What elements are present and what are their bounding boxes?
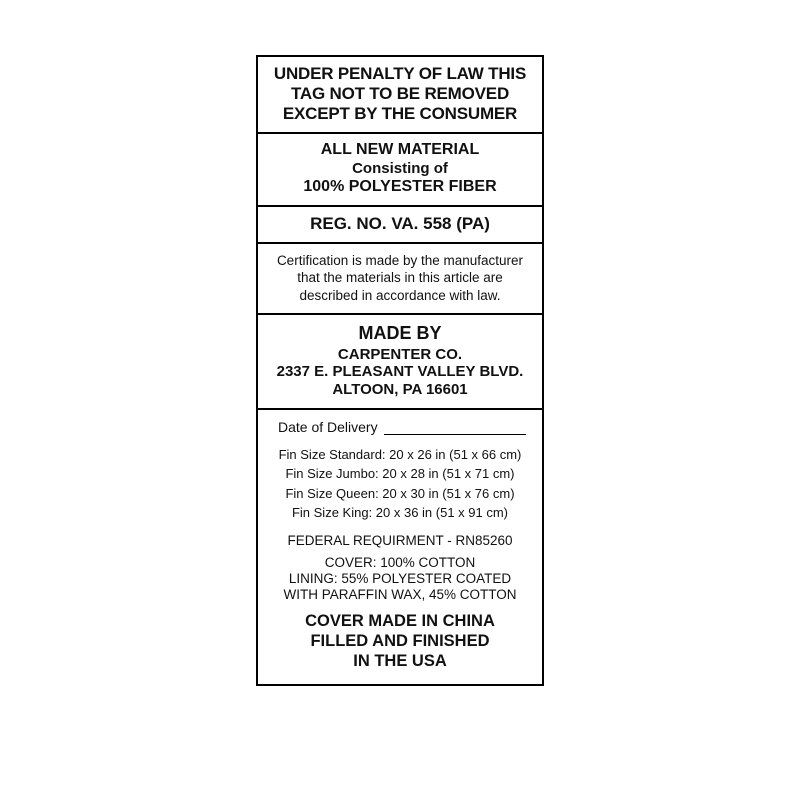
certification-line-3: described in accordance with law.	[299, 287, 501, 303]
size-queen: Fin Size Queen: 20 x 30 in (51 x 76 cm)	[285, 485, 515, 501]
date-of-delivery-field[interactable]	[384, 421, 526, 435]
material-consisting: Consisting of	[352, 160, 448, 178]
material-headline: ALL NEW MATERIAL	[320, 141, 480, 159]
registration-number: REG. NO. VA. 558 (PA)	[310, 213, 490, 233]
details-section	[258, 410, 542, 684]
care-label	[256, 55, 544, 686]
origin-line-1: COVER MADE IN CHINA	[305, 612, 495, 631]
registration-section	[258, 207, 542, 244]
size-standard: Fin Size Standard: 20 x 26 in (51 x 66 cm)	[278, 446, 522, 462]
size-list	[268, 445, 532, 523]
penalty-section	[258, 57, 542, 134]
size-jumbo: Fin Size Jumbo: 20 x 28 in (51 x 71 cm)	[285, 466, 515, 482]
manufacturer-section	[258, 315, 542, 409]
manufacturer-title: MADE BY	[358, 323, 442, 344]
origin-line-3: IN THE USA	[353, 651, 447, 670]
date-of-delivery-label: Date of Delivery	[278, 418, 378, 435]
fiber-cover: COVER: 100% COTTON	[324, 555, 476, 571]
material-fiber-content: 100% POLYESTER FIBER	[303, 177, 497, 195]
fiber-lining-1: LINING: 55% POLYESTER COATED	[288, 571, 512, 587]
certification-line-2: that the materials in this article are	[297, 270, 503, 286]
size-king: Fin Size King: 20 x 36 in (51 x 91 cm)	[291, 505, 509, 521]
manufacturer-city-state-zip: ALTOON, PA 16601	[332, 380, 468, 398]
material-section	[258, 134, 542, 206]
fiber-lining-2: WITH PARAFFIN WAX, 45% COTTON	[283, 587, 517, 603]
federal-requirement-text: FEDERAL REQUIRMENT - RN85260	[287, 532, 513, 548]
date-of-delivery-row	[268, 419, 532, 435]
penalty-line-1: UNDER PENALTY OF LAW THIS	[273, 64, 527, 83]
penalty-line-2: TAG NOT TO BE REMOVED	[290, 84, 510, 104]
country-of-origin	[268, 612, 532, 671]
certification-section	[258, 244, 542, 316]
fiber-content-breakdown	[268, 555, 532, 603]
certification-line-1: Certification is made by the manufacturer	[276, 252, 524, 268]
origin-line-2: FILLED AND FINISHED	[310, 632, 490, 651]
manufacturer-company: CARPENTER CO.	[337, 345, 463, 363]
federal-requirement	[268, 533, 532, 549]
manufacturer-street: 2337 E. PLEASANT VALLEY BLVD.	[276, 363, 524, 381]
penalty-line-3: EXCEPT BY THE CONSUMER	[282, 104, 518, 124]
